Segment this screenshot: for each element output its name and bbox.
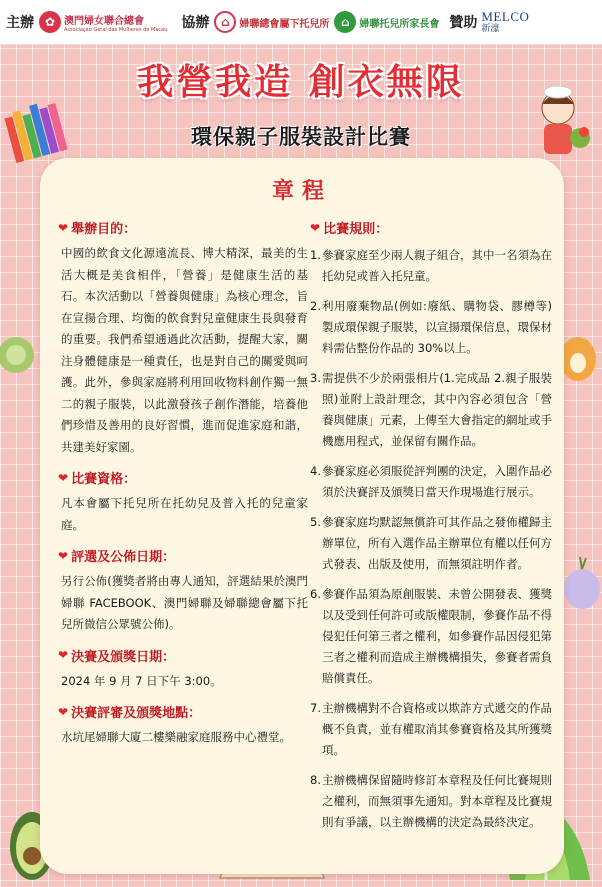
rule-text: 參賽家庭必須服從評判團的決定，入圍作品必須於決賽評及頒獎日當天作現場進行展示。 xyxy=(322,464,552,499)
section-heading: 比賽資格： xyxy=(71,472,137,487)
rule-item xyxy=(310,461,552,503)
section-purpose xyxy=(58,218,308,458)
rule-item xyxy=(310,512,552,575)
panel-title: 章程 xyxy=(271,179,332,204)
section-heading: 舉辦目的： xyxy=(71,222,137,237)
sponsor-label: 贊助 xyxy=(449,15,478,31)
sponsor-bar xyxy=(0,0,602,45)
section-body: 中國的飲食文化源遠流長、博大精深，最美的生活大概是美食相伴，「營養」是健康生活的基石。本次活動以「營養與健康」為核心理念，旨在宣揚合理、均衡的飲食對兒童健康生長與發育的重要。我們希望通過此次活動，提醒大家，關注身體健康是一種責任，也是對自己的關愛與呵護。此外，參與家庭將利用回收物料創作獨一無二的親子服裝，以此激發孩子創作潛能，培養他們珍惜及善用的良好習慣，進而促進家庭和諧，共建美好家園。 xyxy=(61,246,308,454)
section-announcement xyxy=(58,546,308,636)
section-body: 另行公佈(獲獎者將由專人通知，評選結果於澳門婦聯 FACEBOOK、澳門婦聯及婦聯總會屬下托兒所微信公眾號公佈)。 xyxy=(61,574,308,631)
cabbage-illustration xyxy=(0,325,40,385)
section-final-date xyxy=(58,646,308,693)
rule-number: 2. xyxy=(310,299,321,313)
section-heading: 評選及公佈日期： xyxy=(71,550,176,565)
section-body: 水坑尾婦聯大廈二樓樂融家庭服務中心禮堂。 xyxy=(61,730,291,744)
left-column xyxy=(58,218,308,759)
rule-text: 參賽家庭至少兩人親子組合，其中一名須為在托幼兒或普入托兒童。 xyxy=(322,248,552,283)
house-logo-icon: ⌂ xyxy=(334,11,356,33)
heart-icon: ❤ xyxy=(58,648,69,662)
co-organizer-label: 協辦 xyxy=(181,15,210,31)
rule-item xyxy=(310,698,552,761)
rule-text: 主辦機構保留隨時修訂本章程及任何比賽規則之權利，而無須事先通知。對本章程及比賽規則有爭議，以主辦機構的決定為最終決定。 xyxy=(322,773,552,829)
host-org-name-en: Associação Geral das Mulheres de Macau xyxy=(64,26,168,33)
rule-item xyxy=(310,296,552,359)
rule-item xyxy=(310,245,552,287)
rule-number: 6. xyxy=(310,587,321,601)
melco-logo xyxy=(481,10,529,34)
rule-text: 參賽家庭均默認無償許可其作品之發佈權歸主辦單位，所有入選作品主辦單位有權以任何方式發表、出版及使用，而無須註明作者。 xyxy=(322,515,552,571)
onion-illustration xyxy=(560,555,602,615)
section-body: 2024 年 9 月 7 日下午 3:00。 xyxy=(61,673,222,688)
host-label: 主辦 xyxy=(6,15,34,31)
co-org-2 xyxy=(334,11,439,33)
section-eligibility xyxy=(58,468,308,536)
rule-number: 4. xyxy=(310,464,321,478)
melco-name-cn: 新濠 xyxy=(481,24,500,34)
building-logo-icon: ⌂ xyxy=(214,11,236,33)
rules-panel xyxy=(40,158,564,874)
section-body: 凡本會屬下托兒所在托幼兒及普入托的兒童家庭。 xyxy=(61,496,308,532)
subtitle: 環保親子服裝設計比賽 xyxy=(191,125,411,149)
rule-number: 8. xyxy=(310,773,321,787)
heart-icon: ❤ xyxy=(58,548,69,563)
rule-text: 參賽作品須為原創服裝、未曾公開發表、獲獎以及受到任何許可或版權限制，參賽作品不得侵犯任何第三者之權利，如參賽作品因侵犯第三者之權利而造成主辦機構損失，參賽者需負賠償責任。 xyxy=(322,587,552,685)
section-heading: 決賽評審及頒獎地點： xyxy=(71,706,202,721)
right-column xyxy=(310,218,552,842)
co-org-1-name: 婦聯總會屬下托兒所 xyxy=(239,18,330,30)
melco-name: MELCO xyxy=(481,9,530,24)
heart-icon: ❤ xyxy=(58,704,69,719)
rule-item xyxy=(310,584,552,689)
rule-text: 利用廢棄物品(例如:廢紙、購物袋、膠樽等)製成環保親子服裝，以宣揚環保信息，環保材料需佔整份作品的 30%以上。 xyxy=(322,299,552,355)
heart-icon: ❤ xyxy=(58,470,69,485)
rule-number: 7. xyxy=(310,701,321,715)
rule-number: 3. xyxy=(310,371,321,385)
co-org-1 xyxy=(214,11,329,33)
host-org xyxy=(39,11,167,33)
rule-item xyxy=(310,770,552,833)
rule-item xyxy=(310,368,552,452)
flower-logo-icon: ✿ xyxy=(39,11,61,33)
rule-number: 1. xyxy=(310,248,321,262)
rule-number: 5. xyxy=(310,515,321,529)
co-org-2-name: 婦聯托兒所家長會 xyxy=(359,18,440,30)
section-heading: 決賽及頒獎日期： xyxy=(71,649,176,665)
host-org-name: 澳門婦女聯合總會 xyxy=(64,15,144,27)
rule-text: 主辦機構對不合資格或以欺詐方式遞交的作品概不負責，並有權取消其參賽資格及其所獲獎項。 xyxy=(322,701,552,757)
section-venue xyxy=(58,702,308,749)
heart-icon: ❤ xyxy=(310,220,321,235)
heart-icon: ❤ xyxy=(58,220,69,235)
main-title: 我營我造 創衣無限 xyxy=(137,62,465,103)
rule-text: 需提供不少於兩張相片(1.完成品 2.親子服裝照)並附上設計理念，其中內容必須包含「營養與健康」元素，上傳至大會指定的網址或手機應用程式，並保留有關作品。 xyxy=(322,371,552,448)
rules-heading: 比賽規則： xyxy=(323,222,389,237)
